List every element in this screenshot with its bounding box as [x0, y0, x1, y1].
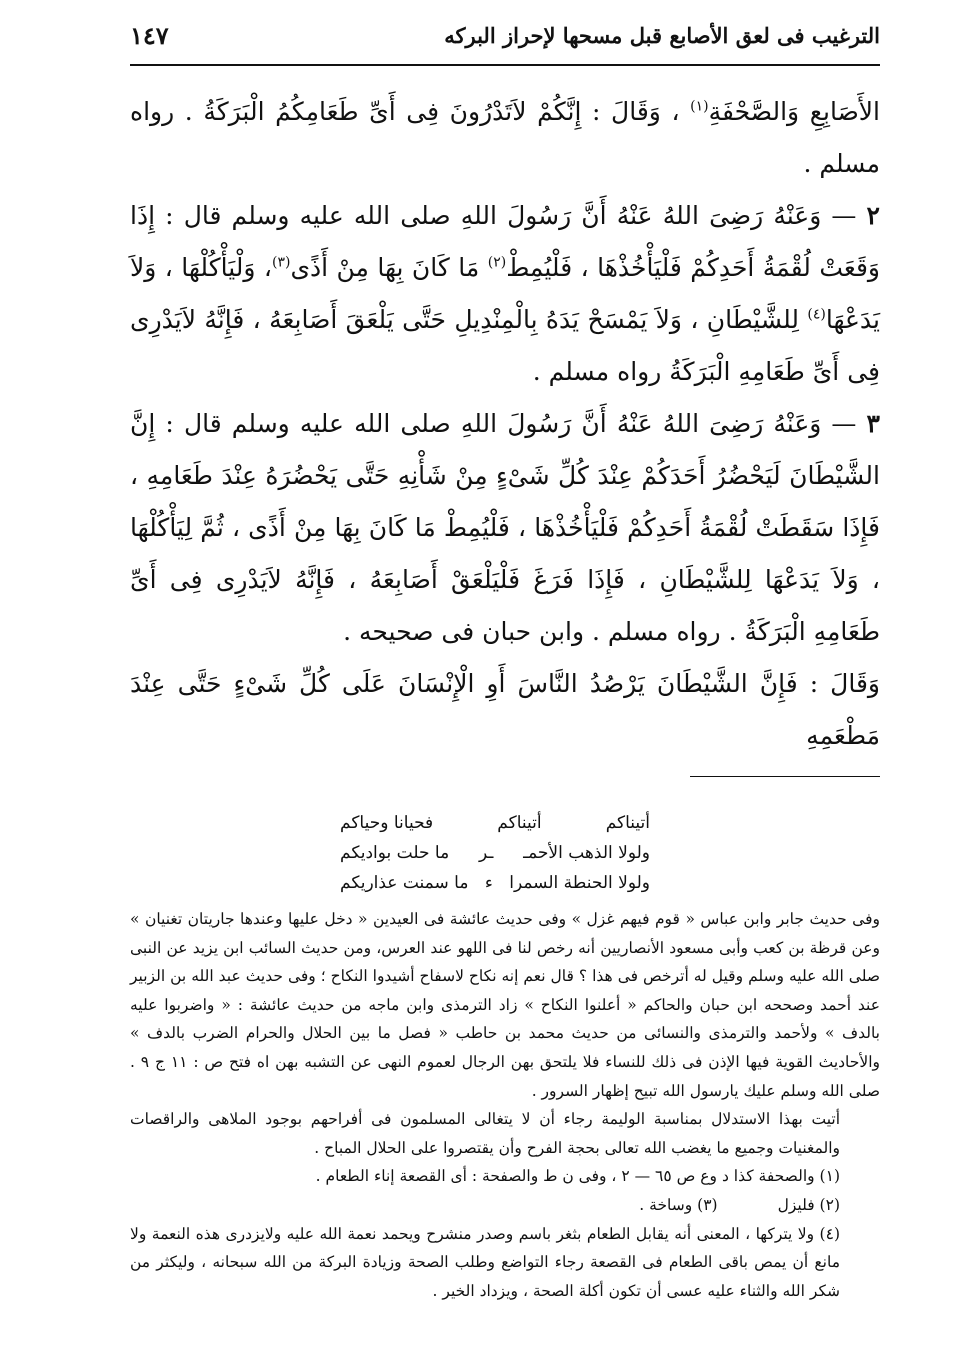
- footnote-ref-3: (٣): [271, 254, 291, 271]
- note-paragraph: وفى حديث جابر وابن عباس « قوم فيهم غزل » وفى حديث عائشة فى العيدين « دخل عليها وعندها جاريتان تغنيان » وعن قرظة بن كعب وأبى مسعود الأنصاريين أنه رخص لنا فى اللهو عند العرس، ومن حديث السائب ابن يزيد عن النبى صلى الله عليه وسلم وقيل له أترخص فى هذا ؟ قال نعم إنه نكاح لاسفاح أشيدوا النكاح ؛ وفى حديث عبد الله بن الزبير عند أحمد وصححه ابن حبان والحاكم « أعلنوا النكاح » زاد الترمذى وابن ماجه من حديث عائشة : « واضربوا عليه بالدف » ولأحمد والترمذى والنسائى من حديث محمد بن حاطب « فصل ما بين الحلال والحرام الضرب بالدف » والأحاديث القوية فيها الإذن فى ذلك للنساء فلا يلتحق بهن الرجال لعموم النهى عن التشبه بهن اه فتح ص : ١١ ج ٩ . صلى الله وسلم عليك يارسول الله تبيح إظهار السرور .: [130, 910, 880, 1100]
- hadith-3-continuation: وَقَالَ : فَإِنَّ الشَّيْطَانَ يَرْصُدُ النَّاسَ أَوِ الْإِنْسَانَ عَلَى كُلِّ شَىْءٍ حَتَّى عِنْدَ مَطْعَمِهِ: [130, 669, 880, 750]
- footnote-rule: [690, 776, 880, 777]
- footnote-ref-2: (٢): [487, 254, 507, 271]
- note-paragraph: أتيت بهذا الاستدلال بمناسبة الوليمة رجاء أن لا يتغالى المسلمون فى أفراحهم بوجود الملاهى والراقصات والمغنيات وجميع ما يغضب الله تعالى بحجة الفرح وأن يقتصروا على الحلال المباح .: [130, 1110, 840, 1157]
- footnote-row: [130, 1191, 880, 1220]
- page-header: [130, 12, 880, 58]
- hadith-number: ٢: [866, 201, 880, 230]
- footnote-4: (٤) ولا يتركها ، المعنى أنه يقابل الطعام بثغر باسم وصدر منشرح ويحمد نعمة الله عليه ولايزدرى هذه النعمة ولا مانع أن يمص باقى الطعام فى القصعة رجاء التواضع وطلب الصحة وزيادة البركة من الله سبحانه ، وليكثر من شكر الله والثناء عليه عسى أن تكون أكلة الصحة ، ويزداد الخير .: [130, 1224, 840, 1300]
- page-number: ١٤٧: [130, 20, 169, 50]
- poem-line: ولولا الحنطة السمرا ء ما سمنت عذاريكم: [340, 873, 650, 893]
- hadith-1-ending: الأَصَابِعِ وَالصَّحْفَةِ$^{(١)}$ ، وَقَالَ : إِنَّكُمْ لاَتَدْرُونَ فِى أَىِّ طَعَامِكُمُ الْبَرَكَةُ . رواه مسلم .: [130, 97, 881, 178]
- footnote-ref-1: (١): [690, 98, 709, 115]
- footnote-1: (١) والصحفة كذا د وع ص ٦٥ — ٢ ، وفى ن ط والصفحة : أى القصعة إناء الطعام .: [315, 1167, 840, 1186]
- hadith-3: ٣ — وَعَنْهُ رَضِىَ اللهُ عَنْهُ أَنَّ رَسُولَ اللهِ صلى الله عليه وسلم قال : إِنَّ الشَّيْطَانَ لَيَحْضُرُ أَحَدَكُمْ عِنْدَ كُلِّ شَىْءٍ مِنْ شَأْنِهِ حَتَّى يَحْضُرَهُ عِنْدَ طَعَامِهِ ، فَإِذَا سَقَطَتْ لُقْمَةُ أَحَدِكُمْ فَلْيَأْخُذْهَا ، فَلْيُمِطْ مَا كَانَ بِهَا مِنْ أَذًى ، ثُمَّ لِيَأْكُلْهَا ، وَلاَ يَدَعْهَا لِلشَّيْطَانِ ، فَإِذَا فَرَغَ فَلْيَلْعَقْ أَصَابِعَهُ ، فَإِنَّهُ لاَيَدْرِى فِى أَىِّ طَعَامِهِ الْبَرَكَةُ . رواه مسلم . وابن حبان فى صحيحه .: [130, 409, 880, 646]
- running-title: الترغيب فى لعق الأصابع قبل مسحها لإحراز البركه: [444, 22, 880, 48]
- main-text: [130, 86, 880, 762]
- footnote-3: (٣) وساخة .: [639, 1195, 718, 1214]
- poem-line: أتيناكم أتيناكم فحيانا وحياكم: [340, 813, 650, 833]
- poem-line: ولولا الذهب الأحمـ ـر ما حلت بواديكم: [340, 843, 650, 863]
- footnote-ref-4: (٤): [807, 306, 826, 323]
- poem-verses: [340, 808, 650, 898]
- footnote-2: (٢) فليزل: [777, 1195, 840, 1214]
- footnotes: [130, 905, 880, 1305]
- hadith-number: ٣: [866, 409, 880, 438]
- header-rule: [130, 64, 880, 66]
- hadith-2: ٢ — وَعَنْهُ رَضِىَ اللهُ عَنْهُ أَنَّ رَسُولَ اللهِ صلى الله عليه وسلم قال : إِذَا وَقَعَتْ لُقْمَةُ أَحَدِكُمْ فَلْيَأْخُذْهَا ، فَلْيُمِطْ$^{(٢)}$ مَا كَانَ بِهَا مِنْ أَذًى$^{(٣)}$، وَلْيَأْكُلْهَا ، وَلاَ يَدَعْهَا$^{(٤)}$ لِلشَّيْطَانِ ، وَلاَ يَمْسَحْ يَدَهُ بِالْمِنْدِيلِ حَتَّى يَلْعَقَ أَصَابِعَهُ ، فَإِنَّهُ لاَيَدْرِى فِى أَىِّ طَعَامِهِ الْبَرَكَةُ رواه مسلم .: [130, 201, 881, 386]
